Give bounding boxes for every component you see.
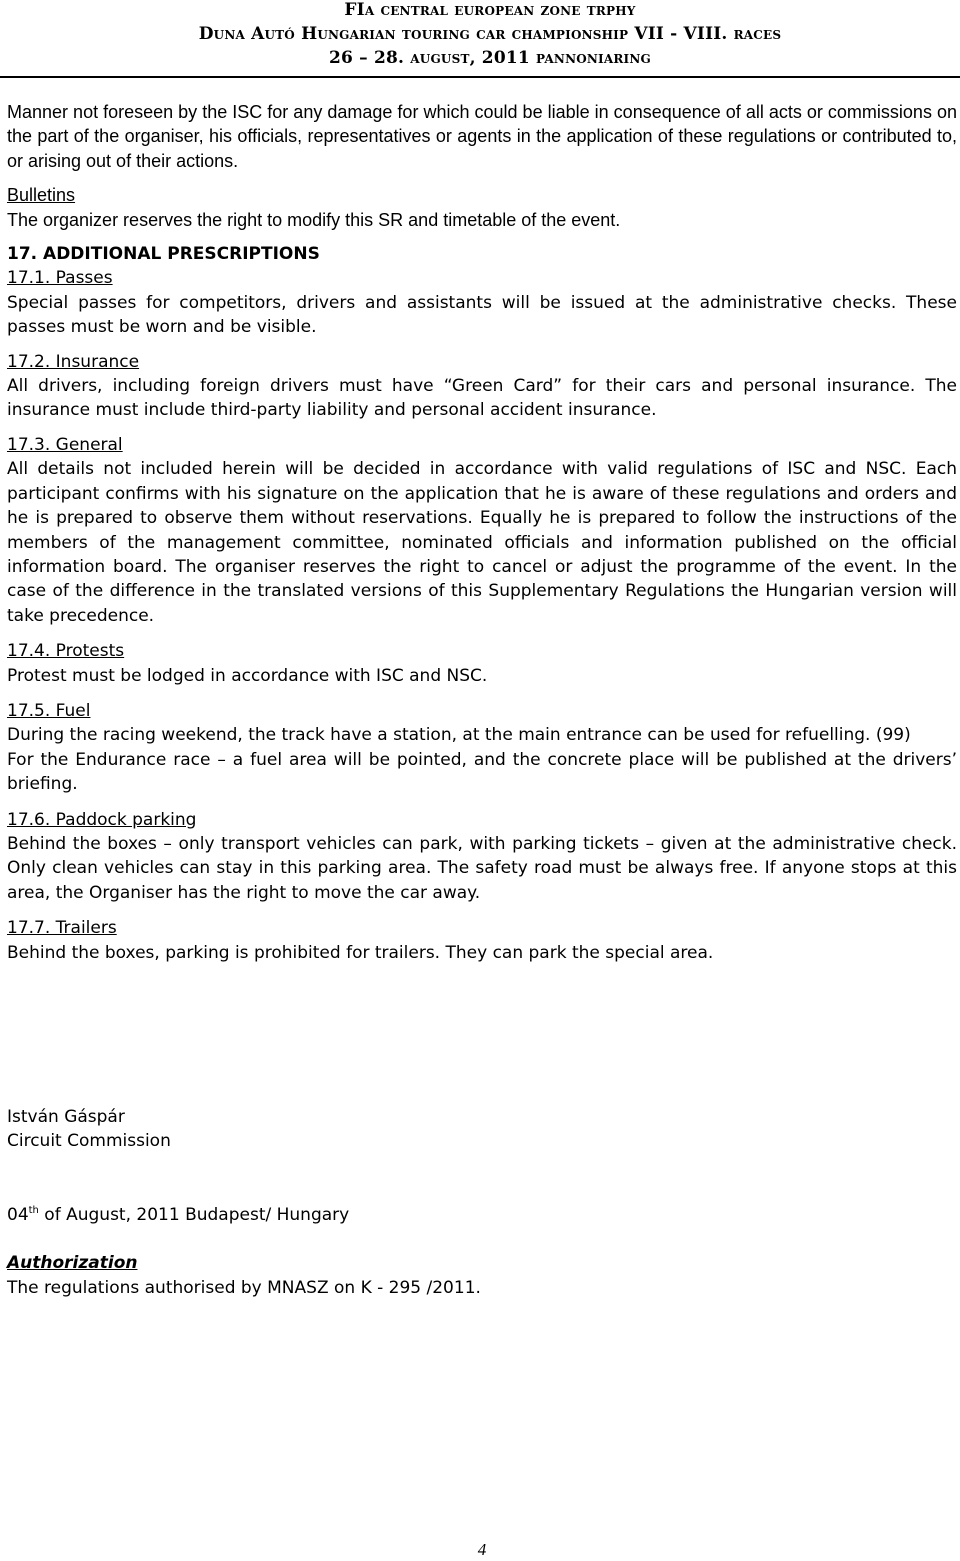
paddock-heading: 17.6. Paddock parking — [7, 809, 197, 830]
trailers-text: Behind the boxes, parking is prohibited for trailers. They can park the special area. — [7, 942, 714, 963]
date-rest: of August, 2011 Budapest/ Hungary — [38, 1204, 350, 1225]
general-heading: 17.3. General — [7, 434, 123, 455]
fuel-text: During the racing weekend, the track have a station, at the main entrance can be used for refuelling. (99) — [7, 725, 911, 746]
insurance-heading: 17.2. Insurance — [7, 351, 140, 372]
document-body — [7, 100, 957, 965]
header-line-1: FIa central european zone trphy — [344, 0, 636, 20]
trailers-heading: 17.7. Trailers — [7, 918, 117, 939]
bulletins-text: The organizer reserves the right to modify this SR and timetable of the event. — [7, 209, 621, 230]
authorization-heading: Authorization — [7, 1253, 138, 1274]
header-rule — [0, 76, 960, 78]
date-ordinal: th — [28, 1204, 39, 1216]
signature-block — [7, 1105, 707, 1300]
page-number: 4 — [477, 1540, 487, 1559]
header-line-2: Duna Autó Hungarian touring car championship VII - VIII. races — [198, 24, 782, 44]
date-day: 04 — [7, 1204, 29, 1225]
intro-paragraph: Manner not foreseen by the ISC for any damage for which could be liable in consequence of all acts or commissions on the part of the organiser, his officials, representatives or agents in the application of these regulations or contributed to, or arising out of their actions. — [7, 102, 957, 171]
signature-date — [7, 1203, 707, 1227]
fuel-heading: 17.5. Fuel — [7, 700, 91, 721]
insurance-text: All drivers, including foreign drivers must have “Green Card” for their cars and personal insurance. The insurance must include third-party liability and personal accident insurance. — [7, 376, 957, 421]
signatory-title: Circuit Commission — [7, 1131, 171, 1152]
signatory-name: István Gáspár — [7, 1107, 125, 1127]
paddock-text: Behind the boxes – only transport vehicles can park, with parking tickets – given at the administrative check. Only clean vehicles can stay in this parking area. The safety road must be always free. If anyone stops at this area, the Organiser has the right to move the car away. — [7, 833, 957, 903]
page-header — [0, 0, 960, 78]
general-text: All details not included herein will be decided in accordance with valid regulations of ISC and NSC. Each participant confirms with his signature on the application that he is aware of these regulations and orders and he is prepared to observe them without reservations. Equally he is prepared to follow the instructions of the members of the management committee, nominated officials and information published on the official information board. The organiser reserves the right to cancel or adjust the programme of the event. In the case of the difference in the translated versions of this Supplementary Regulations the Hungarian version will take precedence. — [7, 459, 957, 626]
protests-text: Protest must be lodged in accordance with ISC and NSC. — [7, 665, 488, 686]
passes-text: Special passes for competitors, drivers and assistants will be issued at the administrative checks. These passes must be worn and be visible. — [7, 292, 957, 338]
authorization-text: The regulations authorised by MNASZ on K - 295 /2011. — [7, 1277, 481, 1298]
section-17-heading: 17. ADDITIONAL PRESCRIPTIONS — [7, 244, 320, 265]
passes-heading: 17.1. Passes — [7, 268, 113, 289]
fuel-text-endurance: For the Endurance race – a fuel area will be pointed, and the concrete place will be published at the drivers’ briefing. — [7, 749, 957, 795]
protests-heading: 17.4. Protests — [7, 641, 125, 662]
header-line-3: 26 – 28. august, 2011 pannoniaring — [329, 48, 651, 68]
bulletins-heading: Bulletins — [7, 185, 76, 206]
